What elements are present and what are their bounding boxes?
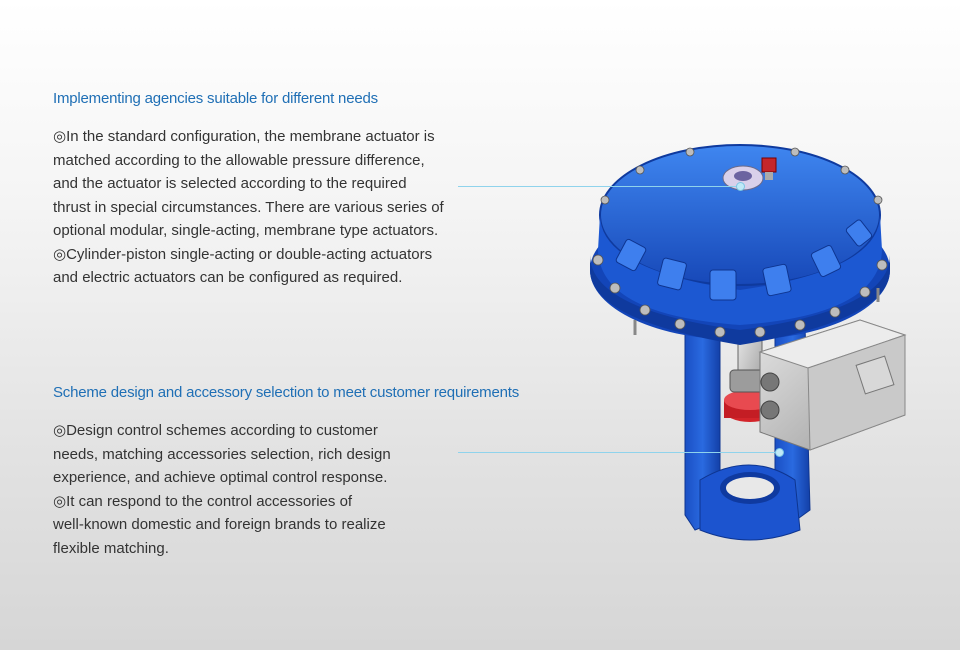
body-line: flexible matching. (53, 539, 169, 557)
leader-line-actuator (458, 186, 740, 187)
body-line: well-known domestic and foreign brands to realize (53, 516, 386, 533)
body-line: thrust in special circumstances. There are various series of (53, 198, 444, 216)
leader-dot-actuator (736, 182, 745, 191)
body-line: matched according to the allowable pressure difference, (53, 151, 425, 169)
section-body (53, 125, 503, 290)
section-heading: Implementing agencies suitable for different needs (53, 90, 378, 107)
body-line: needs, matching accessories selection, rich design (53, 445, 391, 463)
section-scheme-design (53, 384, 593, 560)
body-line: and the actuator is selected according to the required (53, 175, 407, 192)
body-line: experience, and achieve optimal control response. (53, 469, 388, 486)
body-line: ◎It can respond to the control accessories of (53, 492, 353, 510)
body-line: ◎Cylinder-piston single-acting or double-acting actuators (53, 245, 433, 263)
body-line: ◎Design control schemes according to customer (53, 422, 378, 439)
leader-dot-accessory (775, 448, 784, 457)
body-line: optional modular, single-acting, membrane type actuators. (53, 222, 439, 239)
body-line: and electric actuators can be configured as required. (53, 269, 403, 286)
body-line: ◎In the standard configuration, the membrane actuator is (53, 128, 435, 145)
leader-line-accessory (458, 452, 778, 453)
section-heading: Scheme design and accessory selection to meet customer requirements (53, 384, 519, 401)
section-body (53, 419, 453, 560)
section-actuators (53, 90, 503, 290)
